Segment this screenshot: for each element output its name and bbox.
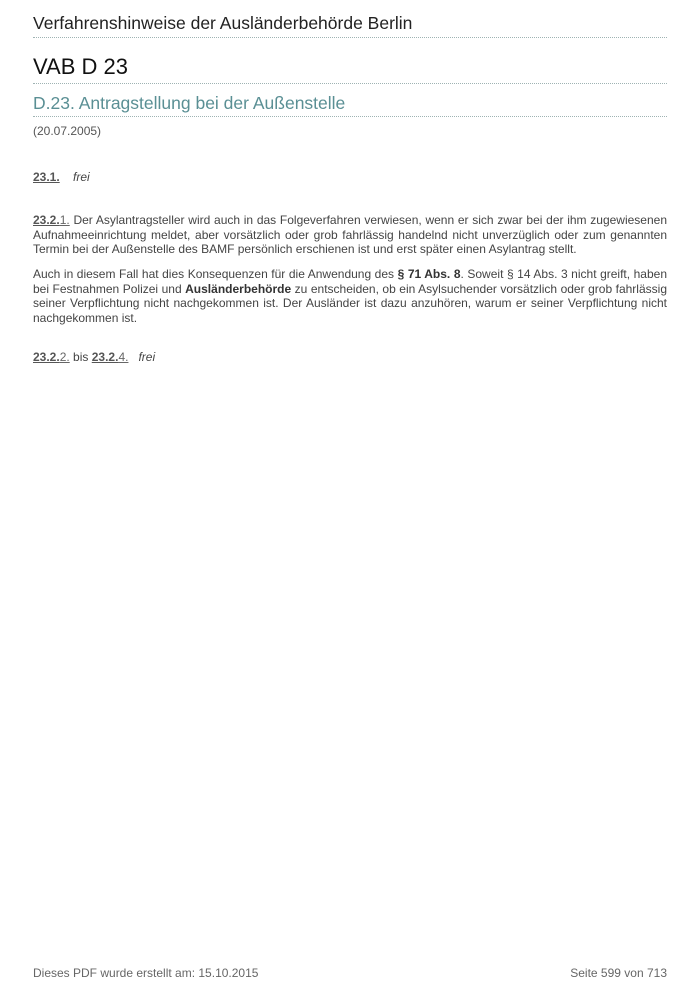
footer-created-date: Dieses PDF wurde erstellt am: 15.10.2015	[33, 966, 259, 980]
section-divider	[33, 116, 667, 117]
paragraph-23-1	[33, 170, 667, 185]
law-reference: § 71 Abs. 8	[397, 267, 461, 281]
paragraph-text: Auch in diesem Fall hat dies Konsequenzen für die Anwendung des	[33, 267, 398, 281]
paragraph-number-link[interactable]: 23.2.2.	[33, 350, 70, 364]
header-title: Verfahrenshinweise der Ausländerbehörde Berlin	[33, 13, 413, 33]
paragraph-text: frei	[138, 350, 156, 364]
paragraph-number-link[interactable]: 23.2.4.	[91, 350, 129, 364]
range-connector: bis	[69, 350, 92, 364]
authority-term: Ausländerbehörde	[185, 281, 292, 296]
document-date: (20.07.2005)	[33, 124, 102, 138]
footer-page-number: Seite 599 von 713	[570, 966, 667, 980]
paragraph-text: frei	[73, 170, 90, 184]
paragraph-number-link[interactable]: 23.2.1.	[33, 213, 70, 227]
code-divider	[33, 83, 667, 84]
paragraph-text: . Soweit § 14 Abs. 3 nicht greift, haben bei Festnahmen Polizei und	[33, 267, 668, 296]
paragraph-23-2-1	[33, 213, 667, 257]
paragraph-23-2-2-to-4	[33, 350, 667, 365]
section-title: D.23. Antragstellung bei der Außenstelle	[33, 93, 346, 113]
document-code: VAB D 23	[33, 54, 128, 79]
paragraph-text: Der Asylantragsteller wird auch in das Folgeverfahren verwiesen, wenn er sich zwar bei der ihm zugewiesenen Aufnahmeeinrichtung meldet, aber vorsätzlich oder grob fahrlässig handelnd nicht unverzüglich oder zum genannten Termin bei der Außenstelle des BAMF persönlich erschienen ist und erst später einen Asylantrag stellt.	[33, 213, 667, 257]
paragraph-number-link[interactable]: 23.1.	[33, 170, 60, 184]
header-divider	[33, 37, 667, 38]
paragraph-23-2-1-continued	[33, 267, 667, 325]
paragraph-text: zu entscheiden, ob ein Asylsuchender vorsätzlich oder grob fahrlässig seiner Verpflichtung nicht nachgekommen ist. Der Ausländer ist dazu anzuhören, warum er seiner Verpflichtung nicht nachgekommen ist.	[33, 281, 667, 325]
